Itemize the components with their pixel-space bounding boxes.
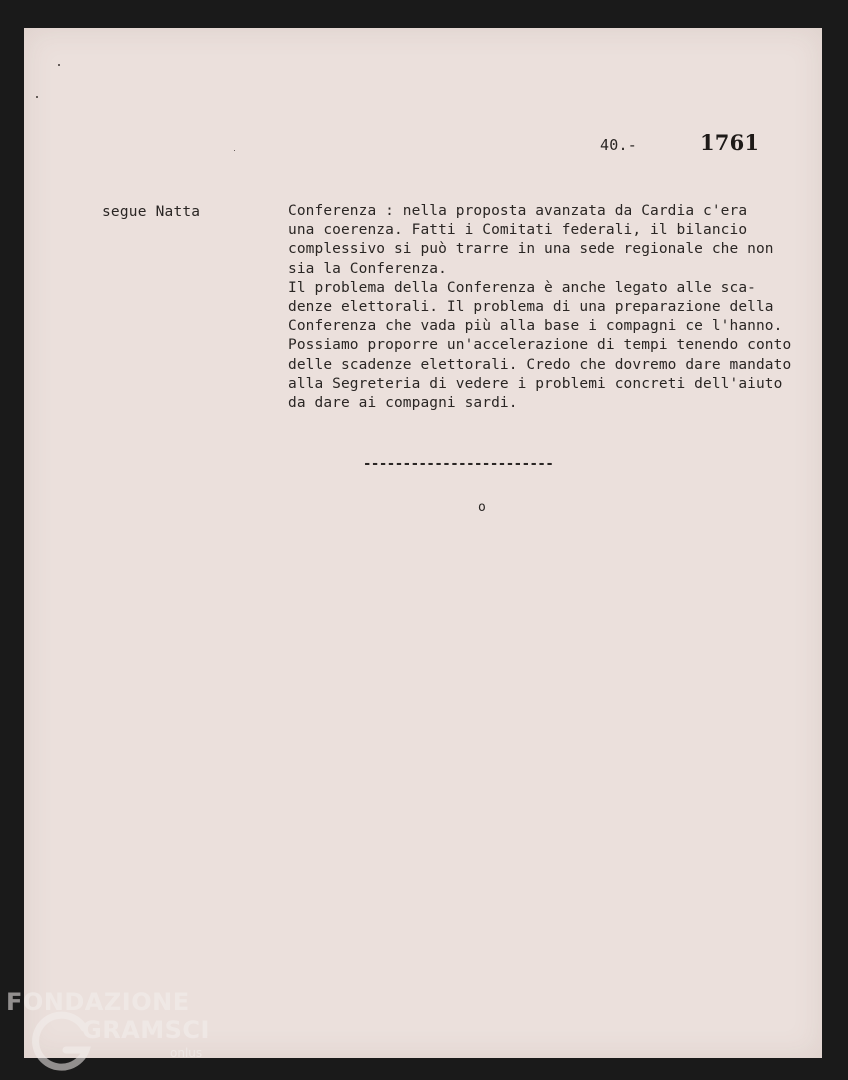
paper-speck bbox=[234, 150, 235, 151]
archive-watermark bbox=[4, 988, 224, 1078]
speaker-label: segue Natta bbox=[102, 204, 201, 220]
text-line: Conferenza : nella proposta avanzata da Cardia c'era bbox=[288, 203, 748, 219]
paper-speck bbox=[58, 64, 60, 66]
text-line: delle scadenze elettorali. Credo che dovremo dare mandato bbox=[288, 356, 792, 373]
text-line: da dare ai compagni sardi. bbox=[288, 395, 518, 412]
speech-text bbox=[288, 202, 828, 413]
text-line: una coerenza. Fatti i Comitati federali, il bilancio bbox=[288, 222, 748, 239]
document-number: 1761 bbox=[700, 130, 760, 155]
text-line: denze elettorali. Il problema di una preparazione della bbox=[288, 299, 774, 316]
separator-line: ------------------------ bbox=[363, 456, 554, 472]
text-line: Possiamo proporre un'accelerazione di tempi tenendo conto bbox=[288, 337, 792, 354]
end-mark: o bbox=[478, 500, 487, 515]
paper-speck bbox=[36, 96, 38, 98]
text-line: sia la Conferenza. bbox=[288, 260, 447, 277]
watermark-line1: FONDAZIONE bbox=[6, 988, 190, 1016]
watermark-line2: GRAMSCI bbox=[82, 1016, 210, 1044]
text-line: complessivo si può trarre in una sede regionale che non bbox=[288, 241, 774, 258]
page-number: 40.- bbox=[600, 136, 637, 154]
paper-sheet bbox=[24, 28, 822, 1058]
text-line: alla Segreteria di vedere i problemi concreti dell'aiuto bbox=[288, 375, 783, 392]
text-line: Il problema della Conferenza è anche legato alle sca- bbox=[288, 279, 756, 296]
watermark-suffix: onlus bbox=[170, 1046, 203, 1060]
text-line: Conferenza che vada più alla base i compagni ce l'hanno. bbox=[288, 318, 783, 335]
